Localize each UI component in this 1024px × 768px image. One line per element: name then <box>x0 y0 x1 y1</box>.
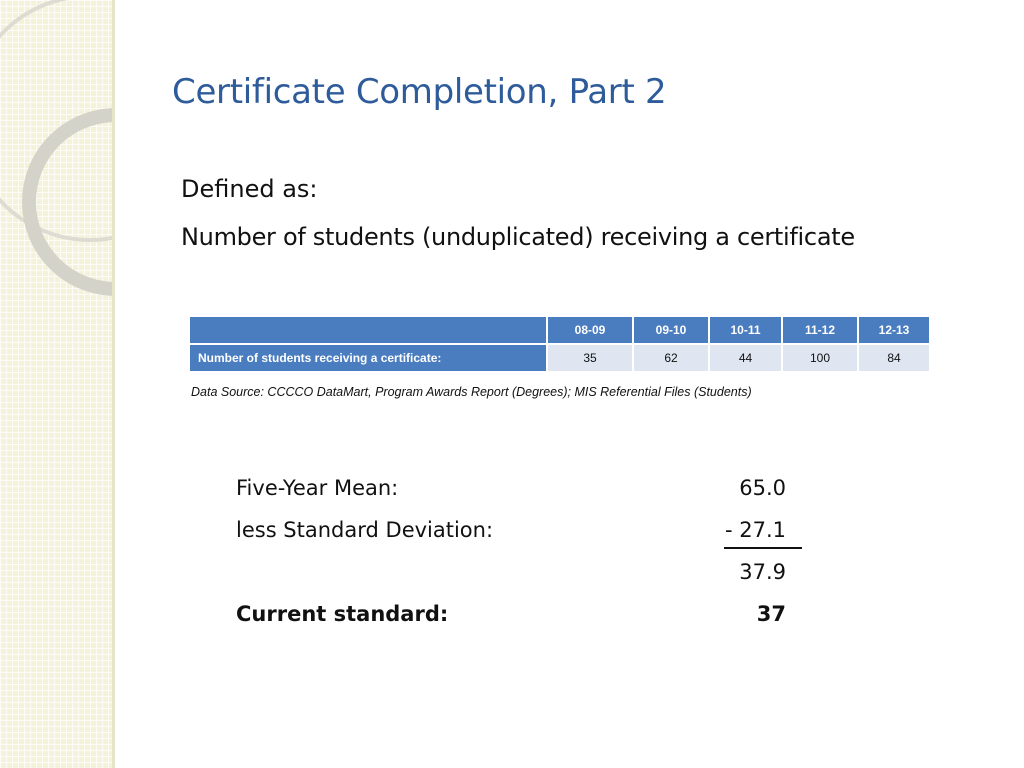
sd-value: - 27.1 <box>724 518 786 542</box>
table-row <box>189 344 930 372</box>
slide-title: Certificate Completion, Part 2 <box>172 72 667 112</box>
table-header-year: 09-10 <box>633 316 709 344</box>
mean-value: 65.0 <box>739 476 786 500</box>
table-cell: 44 <box>709 344 782 372</box>
sd-label: less Standard Deviation: <box>236 518 494 542</box>
table-header-row <box>189 316 930 344</box>
table-header-year: 10-11 <box>709 316 782 344</box>
certificate-table <box>188 315 931 373</box>
definition-heading: Defined as: <box>181 175 318 203</box>
definition-text: Number of students (unduplicated) receiving a certificate <box>181 223 855 251</box>
table-header-year: 08-09 <box>547 316 633 344</box>
current-standard-value: 37 <box>756 602 786 626</box>
decorative-side-panel <box>0 0 112 768</box>
table-header-year: 12-13 <box>858 316 930 344</box>
current-standard-label: Current standard: <box>236 602 449 626</box>
table-cell: 35 <box>547 344 633 372</box>
subtraction-rule <box>724 547 802 549</box>
result-value: 37.9 <box>739 560 786 584</box>
table-cell: 84 <box>858 344 930 372</box>
table-header-year: 11-12 <box>782 316 858 344</box>
side-panel-edge <box>112 0 115 768</box>
table-cell: 62 <box>633 344 709 372</box>
row-label: Number of students receiving a certificate: <box>189 344 547 372</box>
table-cell: 100 <box>782 344 858 372</box>
table-header-blank <box>189 316 547 344</box>
mean-label: Five-Year Mean: <box>236 476 399 500</box>
data-source-note: Data Source: CCCCO DataMart, Program Awards Report (Degrees); MIS Referential Files (Students) <box>191 385 752 399</box>
